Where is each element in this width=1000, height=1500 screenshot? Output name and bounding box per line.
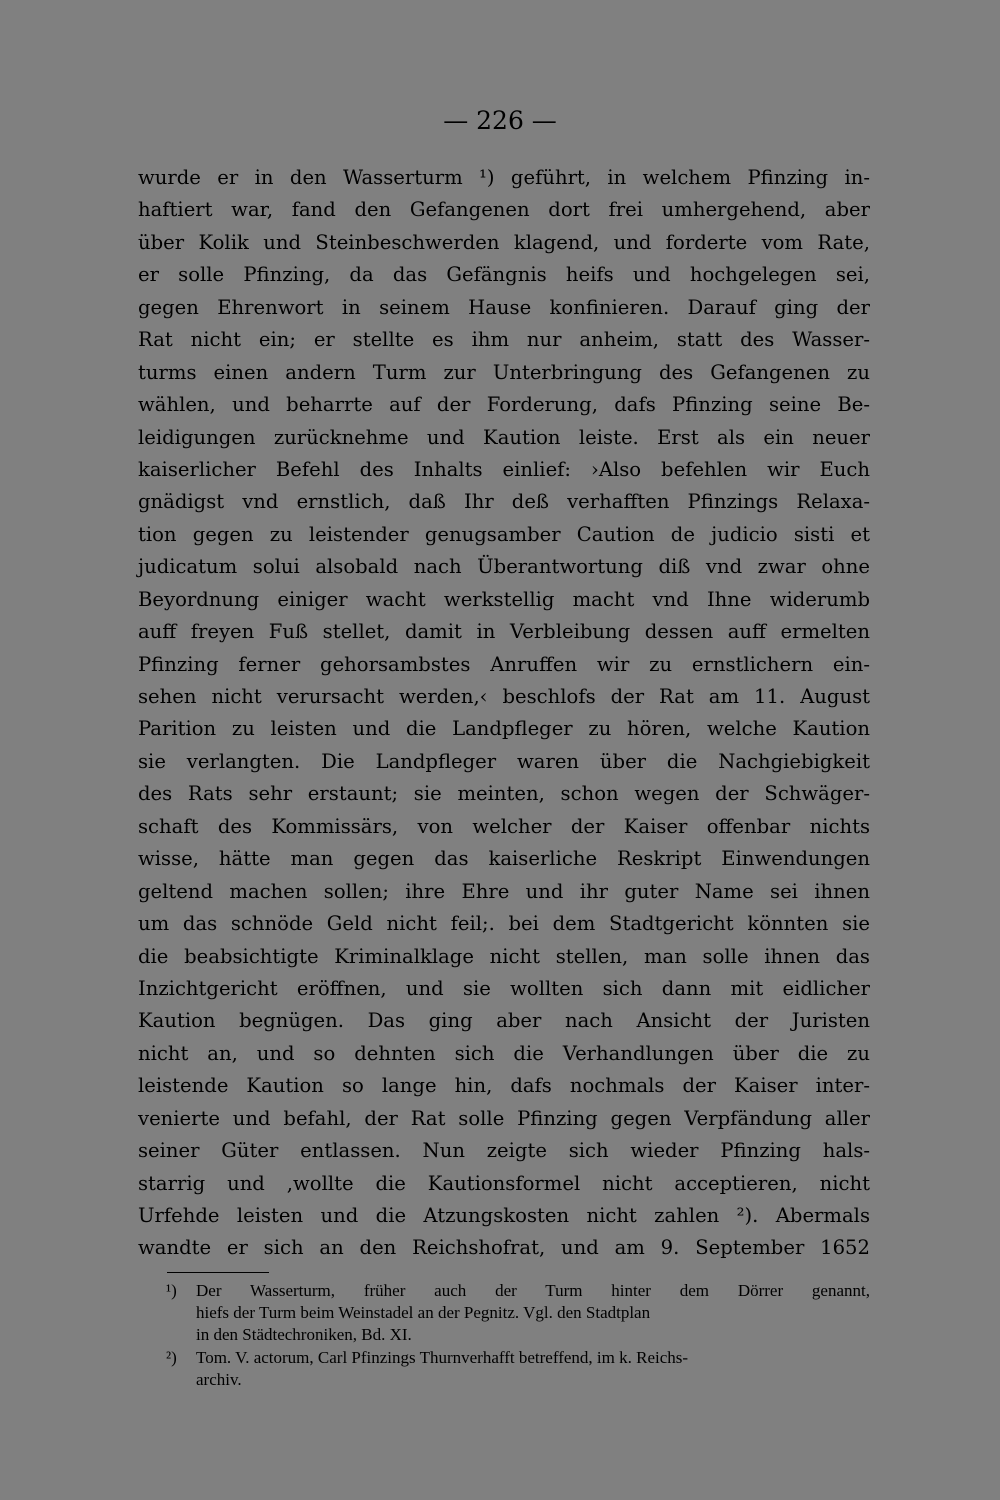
text-line: Rat nicht ein; er stellte es ihm nur anheim, statt des Wasser- xyxy=(138,328,870,352)
text-line: gnädigst vnd ernstlich, daß Ihr deß verhafften Pfinzings Relaxa- xyxy=(138,490,870,514)
text-line: wurde er in den Wasserturm ¹) geführt, in welchem Pfinzing in- xyxy=(138,166,870,189)
footnote-marker: ²) xyxy=(166,1347,177,1367)
text-line: haftiert war, fand den Gefangenen dort frei umhergehend, aber xyxy=(138,198,870,222)
text-line: Parition zu leisten und die Landpfleger zu hören, welche Kaution xyxy=(138,717,870,741)
text-line: die beabsichtigte Kriminalklage nicht stellen, man solle ihnen das xyxy=(138,944,870,968)
text-line: um das schnöde Geld nicht feil;. bei dem Stadtgericht könnten sie xyxy=(138,912,870,936)
text-line: tion gegen zu leistender genugsamber Caution de judicio sisti et xyxy=(138,522,870,546)
text-line: Pfinzing ferner gehorsambstes Anruffen wir zu ernstlichern ein- xyxy=(138,652,870,676)
text-line: starrig und ,wollte die Kautionsformel nicht acceptieren, nicht xyxy=(138,1171,870,1195)
text-line: geltend machen sollen; ihre Ehre und ihr guter Name sei ihnen xyxy=(138,879,870,903)
text-line: venierte und befahl, der Rat solle Pfinzing gegen Verpfändung aller xyxy=(138,1106,870,1130)
text-line: sie verlangten. Die Landpfleger waren über die Nachgiebigkeit xyxy=(138,749,870,773)
footnote-separator xyxy=(167,1272,269,1273)
footnote-1 xyxy=(166,1280,870,1347)
text-line: über Kolik und Steinbeschwerden klagend, und forderte vom Rate, xyxy=(138,230,870,254)
text-line: gegen Ehrenwort in seinem Hause konfinieren. Darauf ging der xyxy=(138,295,870,319)
text-line: wählen, und beharrte auf der Forderung, dafs Pfinzing seine Be- xyxy=(138,393,870,417)
text-line: leistende Kaution so lange hin, dafs nochmals der Kaiser inter- xyxy=(138,1074,870,1098)
text-line: sehen nicht verursacht werden,‹ beschlofs der Rat am 11. August xyxy=(138,685,870,708)
footnote-text: Tom. V. actorum, Carl Pfinzings Thurnverhafft betreffend, im k. Reichs- xyxy=(196,1347,689,1367)
text-line: leidigungen zurücknehme und Kaution leiste. Erst als ein neuer xyxy=(138,425,870,449)
footnote-text: in den Städtechroniken, Bd. XI. xyxy=(196,1325,412,1345)
text-line: Kaution begnügen. Das ging aber nach Ansicht der Juristen xyxy=(138,1009,870,1033)
text-line: Urfehde leisten und die Atzungskosten nicht zahlen ²). Abermals xyxy=(138,1204,870,1227)
text-line: wisse, hätte man gegen das kaiserliche Reskript Einwendungen xyxy=(138,847,870,871)
footnote-text: archiv. xyxy=(196,1369,242,1389)
text-line: schaft des Kommissärs, von welcher der Kaiser offenbar nichts xyxy=(138,814,870,838)
footnote-text: hiefs der Turm beim Weinstadel an der Pegnitz. Vgl. den Stadtplan xyxy=(196,1303,651,1323)
text-line: nicht an, und so dehnten sich die Verhandlungen über die zu xyxy=(138,1041,870,1065)
text-line: des Rats sehr erstaunt; sie meinten, schon wegen der Schwäger- xyxy=(138,782,870,806)
footnote-2 xyxy=(166,1347,870,1391)
text-line: turms einen andern Turm zur Unterbringung des Gefangenen zu xyxy=(138,360,870,384)
text-line: kaiserlicher Befehl des Inhalts einlief: ›Also befehlen wir Euch xyxy=(138,457,870,481)
text-line: Inzichtgericht eröffnen, und sie wollten sich dann mit eidlicher xyxy=(138,976,870,1000)
footnotes xyxy=(166,1280,870,1391)
text-line: auff freyen Fuß stellet, damit in Verbleibung dessen auff ermelten xyxy=(138,620,870,644)
text-line: seiner Güter entlassen. Nun zeigte sich wieder Pfinzing hals- xyxy=(138,1139,870,1163)
text-line: Beyordnung einiger wacht werkstellig macht vnd Ihne widerumb xyxy=(138,587,870,611)
text-line: wandte er sich an den Reichshofrat, und am 9. September 1652 xyxy=(138,1236,870,1260)
footnote-text: Der Wasserturm, früher auch der Turm hinter dem Dörrer genannt, xyxy=(196,1281,870,1300)
text-line: er solle Pfinzing, da das Gefängnis heifs und hochgelegen sei, xyxy=(138,263,870,287)
body-text xyxy=(138,162,870,1265)
footnote-marker: ¹) xyxy=(166,1281,177,1300)
text-line: judicatum solui alsobald nach Überantwortung diß vnd zwar ohne xyxy=(138,555,870,579)
page-number: — 226 — xyxy=(443,106,557,135)
